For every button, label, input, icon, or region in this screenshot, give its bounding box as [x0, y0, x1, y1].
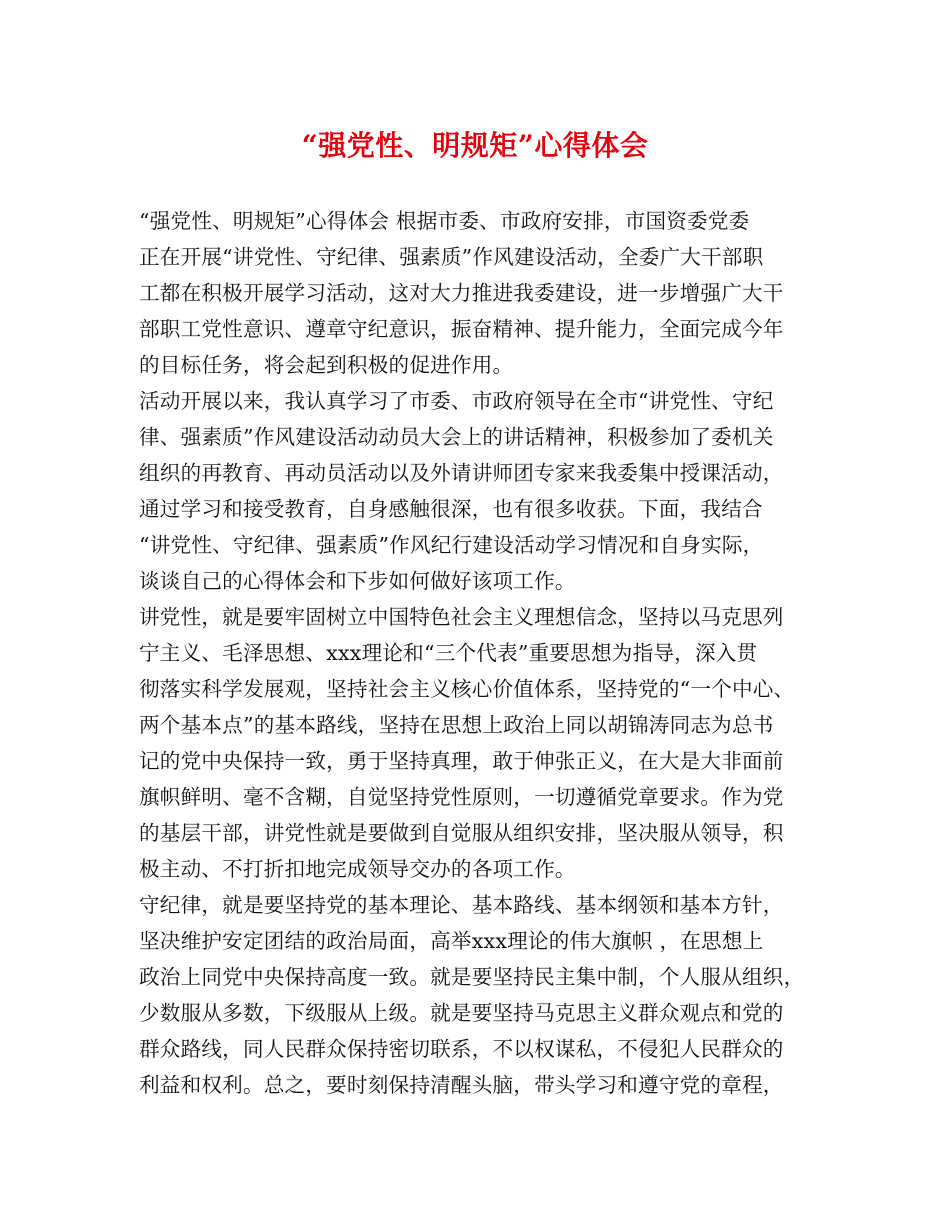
- body-line: “讲党性、守纪律、强素质”作风纪行建设活动学习情况和自身实际，: [139, 533, 764, 557]
- body-line: 谈谈自己的心得体会和下步如何做好该项工作。: [139, 569, 576, 593]
- body-line: 群众路线，同人民群众保持密切联系，不以权谋私，不侵犯人民群众的: [139, 1037, 784, 1061]
- body-line: 组织的再教育、再动员活动以及外请讲师团专家来我委集中授课活动，: [139, 461, 784, 485]
- body-line: 彻落实科学发展观，坚持社会主义核心价值体系，坚持党的“一个中心、: [139, 677, 795, 701]
- body-line: 记的党中央保持一致，勇于坚持真理，敢于伸张正义，在大是大非面前: [139, 749, 784, 773]
- body-line: 讲党性，就是要牢固树立中国特色社会主义理想信念，坚持以马克思列: [139, 605, 784, 629]
- body-line: 正在开展“讲党性、守纪律、强素质”作风建设活动，全委广大干部职: [139, 245, 764, 269]
- body-line: 守纪律，就是要坚持党的基本理论、基本路线、基本纲领和基本方针，: [139, 893, 784, 917]
- body-line: 利益和权利。总之，要时刻保持清醒头脑，带头学习和遵守党的章程，: [139, 1073, 784, 1097]
- body-line: 坚决维护安定团结的政治局面，高举xxx理论的伟大旗帜 ，在思想上: [139, 929, 764, 953]
- body-line: 宁主义、毛泽思想、xxx理论和“三个代表”重要思想为指导，深入贯: [139, 641, 758, 665]
- body-line: 工都在积极开展学习活动，这对大力推进我委建设，进一步增强广大干: [139, 281, 784, 305]
- body-line: 极主动、不打折扣地完成领导交办的各项工作。: [139, 857, 576, 881]
- body-line: 两个基本点”的基本路线，坚持在思想上政治上同以胡锦涛同志为总书: [139, 713, 774, 737]
- body-line: 少数服从多数，下级服从上级。就是要坚持马克思主义群众观点和党的: [139, 1001, 784, 1025]
- body-line: 旗帜鲜明、毫不含糊，自觉坚持党性原则，一切遵循党章要求。作为党: [139, 785, 784, 809]
- body-line: 政治上同党中央保持高度一致。就是要坚持民主集中制，个人服从组织，: [139, 965, 805, 989]
- body-line: 通过学习和接受教育，自身感触很深，也有很多收获。下面，我结合: [139, 497, 763, 521]
- body-line: “强党性、明规矩”心得体会 根据市委、市政府安排，市国资委党委: [139, 209, 750, 233]
- document-title: “强党性、明规矩”心得体会: [301, 129, 649, 162]
- body-line: 活动开展以来，我认真学习了市委、市政府领导在全市“讲党性、守纪: [139, 389, 774, 413]
- body-line: 的目标任务，将会起到积极的促进作用。: [139, 353, 514, 377]
- body-line: 律、强素质”作风建设活动动员大会上的讲话精神，积极参加了委机关: [139, 425, 774, 449]
- body-line: 的基层干部，讲党性就是要做到自觉服从组织安排，坚决服从领导，积: [139, 821, 784, 845]
- body-line: 部职工党性意识、遵章守纪意识，振奋精神、提升能力，全面完成今年: [139, 317, 784, 341]
